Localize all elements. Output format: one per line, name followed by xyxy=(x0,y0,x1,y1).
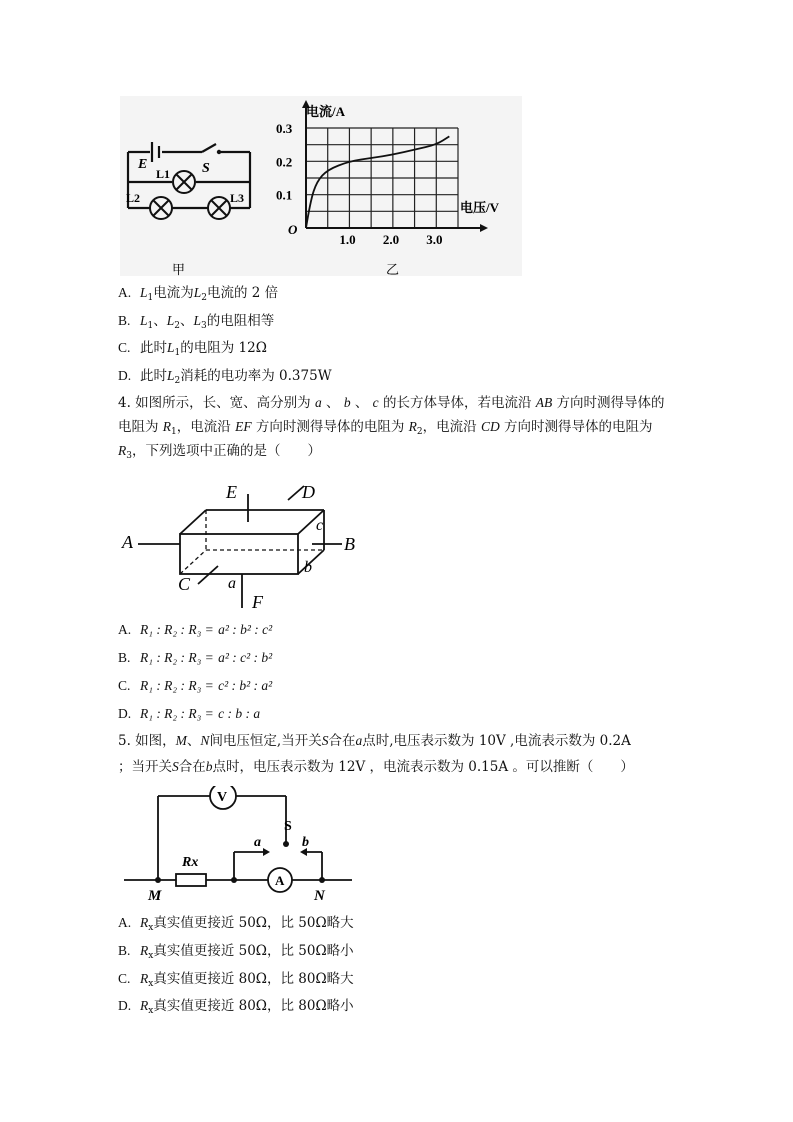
y-tick-label: 0.3 xyxy=(276,121,293,136)
label-c: C xyxy=(178,574,191,594)
chart-origin: O xyxy=(288,222,298,237)
label-s: S xyxy=(284,819,292,834)
label-a-edge: a xyxy=(228,575,236,592)
x-tick-label: 1.0 xyxy=(339,232,356,247)
q5-circuit-figure xyxy=(120,786,370,906)
node-m xyxy=(155,877,161,883)
switch-contact xyxy=(217,150,221,154)
q4-option-c[interactable]: C. R₁ : R₂ : R₃ = c² : b² : a² xyxy=(118,678,273,693)
label-l2: L2 xyxy=(126,191,141,205)
label-l1: L1 xyxy=(156,167,171,181)
label-c-edge: c xyxy=(316,517,324,534)
node-mid xyxy=(231,877,237,883)
label-a: A xyxy=(122,532,133,552)
label-b: B xyxy=(344,534,355,554)
option-letter: B. xyxy=(118,313,131,328)
label-rx: Rx xyxy=(182,855,199,870)
option-letter: C. xyxy=(118,971,131,986)
circuit-jia xyxy=(120,96,270,276)
node-n xyxy=(319,877,325,883)
q4-option-d[interactable]: D. R₁ : R₂ : R₃ = c : b : a xyxy=(118,706,261,721)
q3-figure xyxy=(120,96,522,276)
option-letter: C. xyxy=(118,678,131,693)
label-m: M xyxy=(148,888,162,904)
chart-grid xyxy=(306,128,458,228)
option-letter: D. xyxy=(118,998,132,1013)
voltmeter-label: V xyxy=(217,790,228,805)
x-axis-arrow xyxy=(480,224,488,232)
q5-option-d[interactable]: D. $R_x$真实值更接近 80Ω，比 80Ω略小 xyxy=(118,998,354,1016)
option-letter: D. xyxy=(118,706,132,721)
label-n: N xyxy=(314,888,325,904)
q3-option-c[interactable]: C. 此时$L_1$的电阻为 12Ω xyxy=(118,340,267,358)
q4-option-b[interactable]: B. R₁ : R₂ : R₃ = a² : c² : b² xyxy=(118,650,273,665)
label-l3: L3 xyxy=(230,191,245,205)
chart-yi xyxy=(272,96,522,276)
label-s: S xyxy=(202,161,210,176)
option-letter: C. xyxy=(118,340,131,355)
q3-option-a[interactable]: A. $L_1$电流为$L_2$电流的 2 倍 xyxy=(118,285,279,303)
q5-option-c[interactable]: C. $R_x$真实值更接近 80Ω，比 80Ω略大 xyxy=(118,971,354,989)
resistor-rx xyxy=(176,874,206,886)
lamp-l1 xyxy=(173,171,195,193)
switch-pivot xyxy=(283,841,289,847)
caption-yi: 乙 xyxy=(386,262,400,276)
q4-cuboid-figure xyxy=(118,480,368,610)
chart-xlabel: 电压/V xyxy=(460,200,500,215)
q3-option-d[interactable]: D. 此时$L_2$消耗的电功率为 0.375W xyxy=(118,368,332,386)
lamp-l2 xyxy=(150,197,172,219)
q4-stem: 4. 如图所示，长、宽、高分别为 a 、 b 、 c 的长方体导体，若电流沿 AB 方向时测得导体的 电阻为 $R_1$，电流沿 EF 方向时测得导体的电阻为 $R_2$，电流沿 CD 方向时测得导体的电阻为 $R_3$，下列选项中正确的是（ ） xyxy=(118,395,665,461)
y-tick-label: 0.2 xyxy=(276,154,293,170)
label-e: E xyxy=(138,157,148,172)
label-d: D xyxy=(302,482,315,502)
option-letter: B. xyxy=(118,650,131,665)
option-letter: D. xyxy=(118,368,132,383)
caption-jia: 甲 xyxy=(172,262,186,276)
q5-option-b[interactable]: B. $R_x$真实值更接近 50Ω，比 50Ω略小 xyxy=(118,943,354,961)
label-a: a xyxy=(254,835,261,850)
chart-ylabel: 电流/A xyxy=(306,104,346,119)
label-e: E xyxy=(226,482,237,502)
label-b-edge: b xyxy=(304,559,312,576)
label-f: F xyxy=(252,592,263,610)
q3-option-b[interactable]: B. $L_1$、$L_2$、$L_3$的电阻相等 xyxy=(118,313,275,331)
q4-option-a[interactable]: A. R₁ : R₂ : R₃ = a² : b² : c² xyxy=(118,622,273,637)
lamp-l3 xyxy=(208,197,230,219)
x-tick-label: 2.0 xyxy=(382,232,400,247)
option-letter: A. xyxy=(118,915,132,930)
ammeter-label: A xyxy=(275,873,285,888)
y-tick-label: 0.1 xyxy=(276,187,293,203)
label-b: b xyxy=(302,835,309,850)
option-letter: A. xyxy=(118,285,132,300)
q5-stem: 5. 如图，M、N间电压恒定,当开关S合在a点时,电压表示数为 10V ,电流表示数为 0.2A ；当开关S合在b点时，电压表示数为 12V ，电流表示数为 0.15A 。可以推断（ ） xyxy=(118,733,634,775)
option-letter: B. xyxy=(118,943,131,958)
option-letter: A. xyxy=(118,622,132,637)
x-tick-label: 3.0 xyxy=(426,232,443,247)
q5-option-a[interactable]: A. $R_x$真实值更接近 50Ω，比 50Ω略大 xyxy=(118,915,354,933)
